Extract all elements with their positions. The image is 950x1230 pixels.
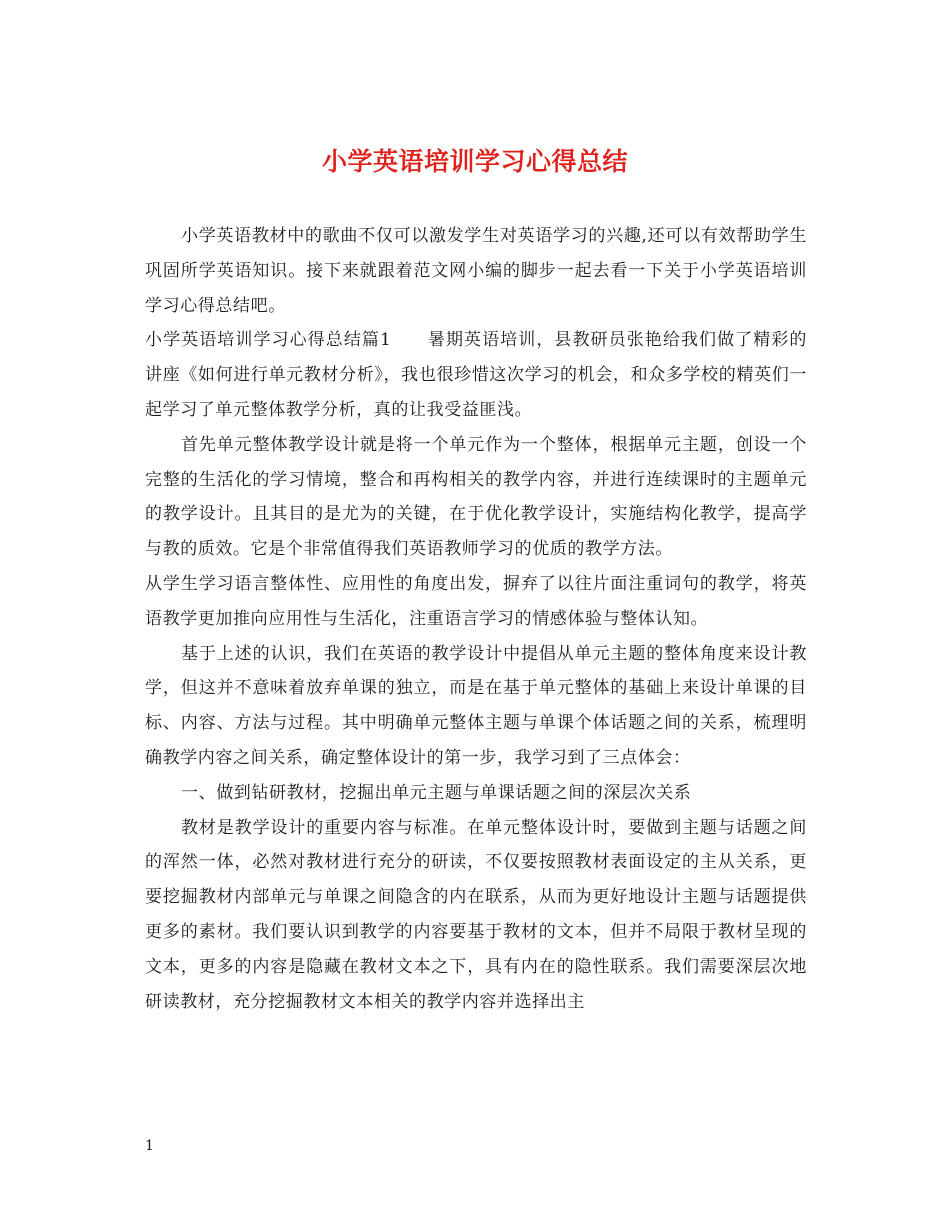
subheading-paragraph: 一、做到钻研教材，挖掘出单元主题与单课话题之间的深层次关系 bbox=[181, 782, 692, 803]
intro-paragraph: 小学英语教材中的歌曲不仅可以激发学生对英语学习的兴趣,还可以有效帮助学生巩固所学英语知识。接下来就跟着范文网小编的脚步一起去看一下关于小学英语培训学习心得总结吧。 bbox=[145, 226, 807, 316]
document-body bbox=[145, 219, 807, 1019]
body-paragraph-3: 基于上述的认识，我们在英语的教学设计中提倡从单元主题的整体角度来设计教学，但这并不意味着放弃单课的独立，而是在基于单元整体的基础上来设计单课的目标、内容、方法与过程。其中明确单元整体主题与单课个体话题之间的关系，梳理明确教学内容之间关系，确定整体设计的第一步，我学习到了三点体会： bbox=[145, 643, 807, 768]
page-number: 1 bbox=[145, 1138, 154, 1154]
section-paragraph bbox=[145, 323, 807, 427]
document-title: 小学英语培训学习心得总结 bbox=[321, 147, 628, 176]
section-first-text: 暑期英语培训，县教研员张艳给我们做了精彩的讲座《如何进行单元教材分析》，我也很珍惜这次学习的机会，和众多学校的精英们一起学习了单元整体教学分析，真的让我受益匪浅。 bbox=[145, 330, 807, 420]
body-paragraph-4: 教材是教学设计的重要内容与标准。在单元整体设计时，要做到主题与话题之间的浑然一体，必然对教材进行充分的研读，不仅要按照教材表面设定的主从关系，更要挖掘教材内部单元与单课之间隐含的内在联系，从而为更好地设计主题与话题提供更多的素材。我们要认识到教学的内容要基于教材的文本，但并不局限于教材呈现的文本，更多的内容是隐藏在教材文本之下，具有内在的隐性联系。我们需要深层次地研读教材，充分挖掘教材文本相关的教学内容并选择出主 bbox=[145, 817, 807, 1012]
body-paragraph-1: 首先单元整体教学设计就是将一个单元作为一个整体，根据单元主题，创设一个完整的生活化的学习情境，整合和再构相关的教学内容，并进行连续课时的主题单元的教学设计。且其目的是尤为的关键，在于优化教学设计，实施结构化教学，提高学与教的质效。它是个非常值得我们英语教师学习的优质的教学方法。 bbox=[145, 434, 807, 560]
body-paragraph-2: 从学生学习语言整体性、应用性的角度出发，摒弃了以往片面注重词句的教学，将英语教学更加推向应用性与生活化，注重语言学习的情感体验与整体认知。 bbox=[145, 573, 807, 629]
section-heading: 小学英语培训学习心得总结篇1 bbox=[145, 330, 392, 351]
